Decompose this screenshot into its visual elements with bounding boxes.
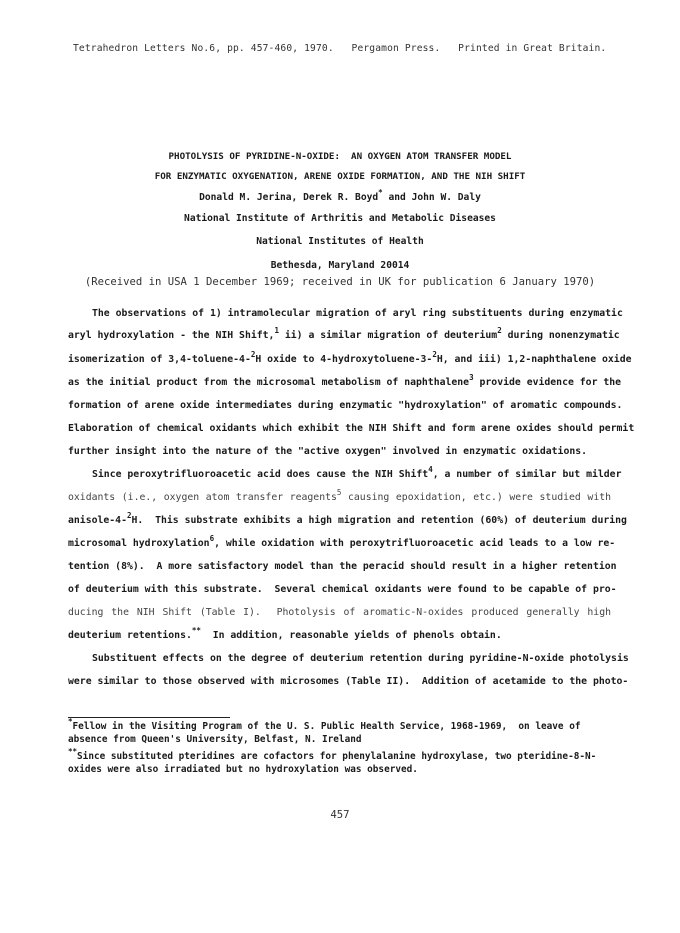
authors-part-2: and John W. Daly: [382, 192, 481, 203]
article-title-line-2: FOR ENZYMATIC OXYGENATION, ARENE OXIDE FORMATION, AND THE NIH SHIFT: [154, 171, 526, 182]
footnote-rule: [68, 717, 230, 718]
para1-line-5: formation of arene oxide intermediates during enzymatic "hydroxylation" of aromatic compounds.: [68, 400, 623, 411]
para2-line-5: tention (8%). A more satisfactory model than the peracid should result in a higher retention: [68, 561, 617, 572]
para2-line-8: deuterium retentions.** In addition, reasonable yields of phenols obtain.: [68, 626, 502, 641]
para1-line-3: isomerization of 3,4-toluene-4-$^2$H oxide to 4-hydroxytoluene-3-$^2$H, and iii) 1,2-naphthalene oxide: [68, 350, 632, 365]
journal-header: Tetrahedron Letters No.6, pp. 457-460, 1970. Pergamon Press. Printed in Great Britain.: [73, 43, 607, 54]
affiliation-line-3: Bethesda, Maryland 20014: [270, 260, 410, 271]
para2-line-3: anisole-4-$^2$H. This substrate exhibits a high migration and retention (60%) of deuterium during: [68, 511, 627, 526]
para2-line-1: Since peroxytrifluoroacetic acid does cause the NIH Shift$^4$, a number of similar but milder: [92, 465, 622, 480]
article-title-line-1: PHOTOLYSIS OF PYRIDINE-N-OXIDE: AN OXYGEN ATOM TRANSFER MODEL: [168, 151, 512, 162]
footnote-1-line-2: absence from Queen's University, Belfast, N. Ireland: [68, 734, 362, 745]
page-number: 457: [330, 809, 350, 821]
affiliation-line-2: National Institutes of Health: [256, 236, 424, 247]
para2-line-7: ducing the NIH Shift (Table I). Photolysis of aromatic-N-oxides produced generally high: [68, 607, 611, 618]
para1-line-1: The observations of 1) intramolecular migration of aryl ring substituents during enzymatic: [92, 308, 623, 319]
para3-line-1: Substituent effects on the degree of deuterium retention during pyridine-N-oxide photolysis: [92, 653, 629, 664]
footnote-2-line-1: **Since substituted pteridines are cofactors for phenylalanine hydroxylase, two pteridine-8-N-: [68, 747, 597, 762]
authors-part-1: Donald M. Jerina, Derek R. Boyd: [199, 192, 379, 203]
received-dates: (Received in USA 1 December 1969; received in UK for publication 6 January 1970): [84, 276, 596, 288]
para2-line-2: oxidants (i.e., oxygen atom transfer reagents$^5$ causing epoxidation, etc.) were studied with: [68, 488, 612, 503]
para1-line-4: as the initial product from the microsomal metabolism of naphthalene$^3$ provide evidence for the: [68, 373, 622, 388]
author-list: [0, 188, 680, 203]
para3-line-2: were similar to those observed with microsomes (Table II). Addition of acetamide to the photo-: [68, 676, 629, 687]
para1-line-7: further insight into the nature of the "active oxygen" involved in enzymatic oxidations.: [68, 446, 588, 457]
footnote-1-line-1: *Fellow in the Visiting Program of the U. S. Public Health Service, 1968-1969, on leave of: [68, 717, 581, 732]
para1-line-2: aryl hydroxylation - the NIH Shift,$^1$ ii) a similar migration of deuterium$^2$ during nonenzymatic: [68, 326, 620, 341]
para1-line-6: Elaboration of chemical oxidants which exhibit the NIH Shift and form arene oxides should permit: [68, 423, 635, 434]
affiliation-line-1: National Institute of Arthritis and Metabolic Diseases: [184, 213, 496, 224]
footnote-2-line-2: oxides were also irradiated but no hydroxylation was observed.: [68, 764, 418, 775]
author-footnote-mark: *: [378, 188, 383, 197]
para2-line-4: microsomal hydroxylation$^6$, while oxidation with peroxytrifluoroacetic acid leads to a low re-: [68, 534, 616, 549]
para2-line-6: of deuterium with this substrate. Several chemical oxidants were found to be capable of pro-: [68, 584, 617, 595]
